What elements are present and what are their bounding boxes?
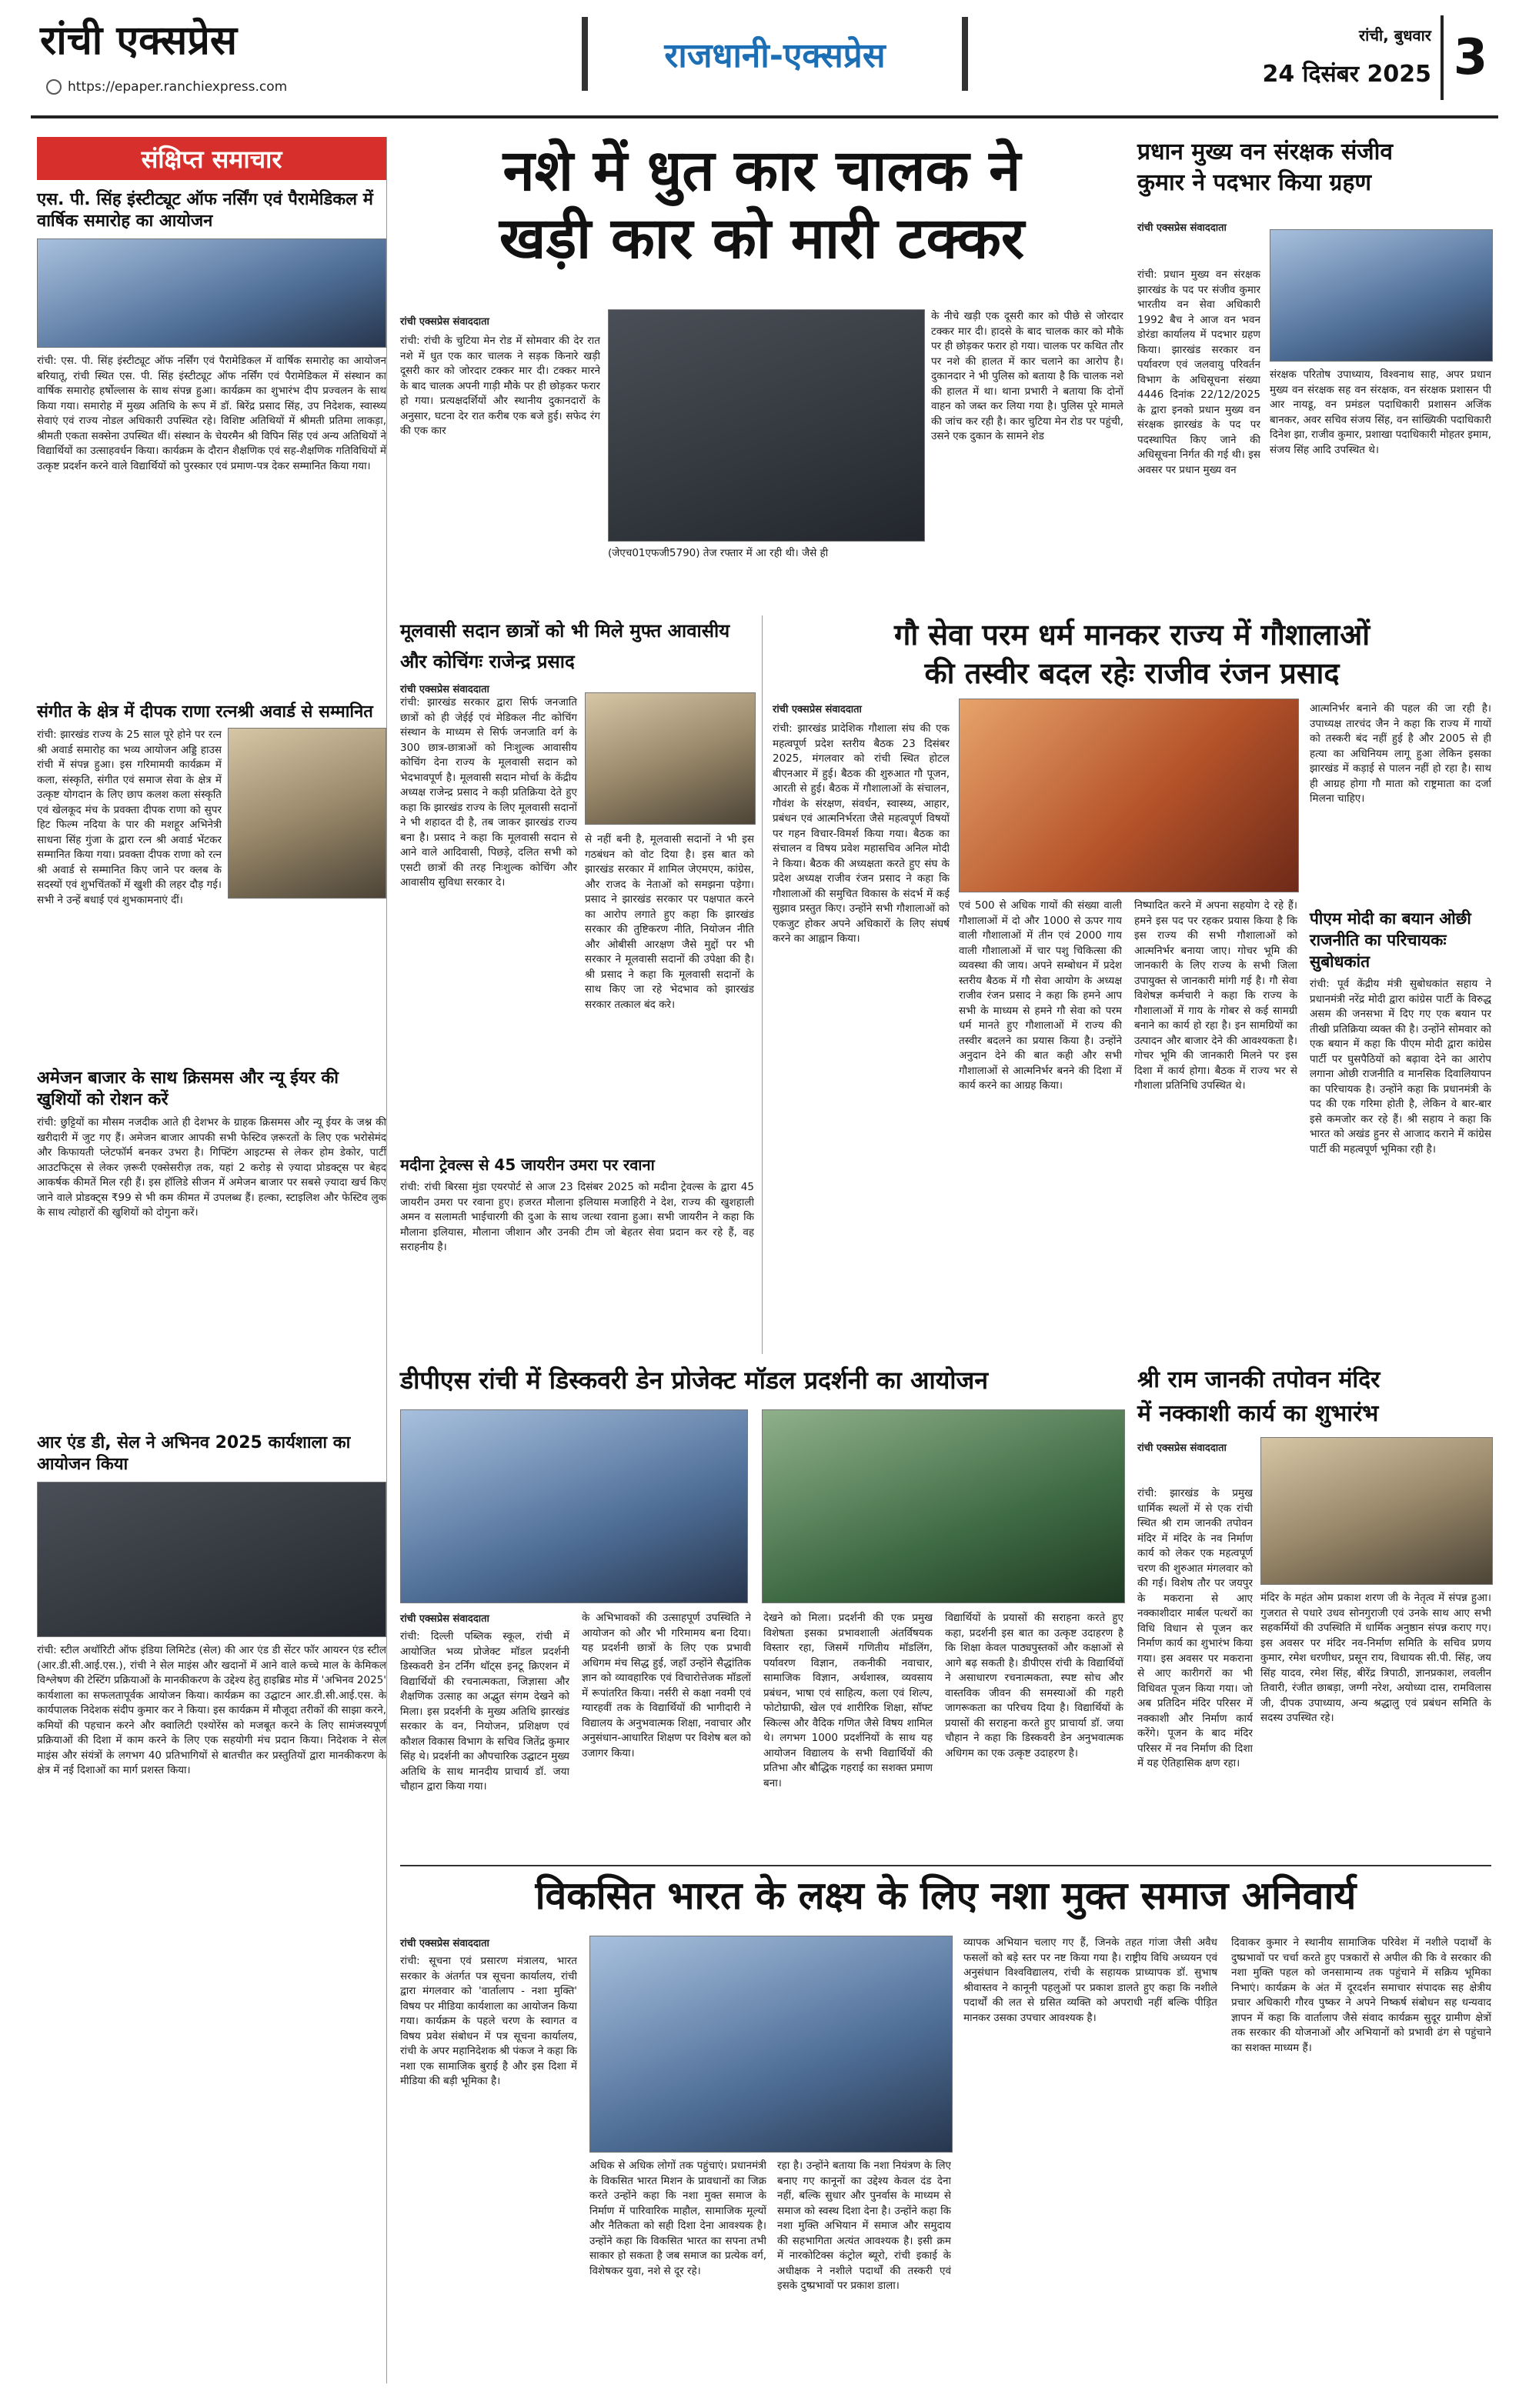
mulvasi-byline: रांची एक्सप्रेस संवाददाता	[400, 684, 489, 695]
temple-headline-2: में नक्काशी कार्य का शुभारंभ	[1137, 1400, 1379, 1427]
nasha-story	[400, 1865, 1491, 2397]
pm-headline: पीएम मोदी का बयान ओछी राजनीति का परिचायकः सुबोधकांत	[1310, 909, 1471, 971]
forest-photo	[1270, 229, 1493, 362]
brief-2-body: रांची: झारखंड राज्य के 25 साल पूरे होने पर रत्न श्री अवार्ड समारोह का भव्य आयोजन अड्डि हाउस रांची में संपन्न हुआ। इस गरिमामयी कार्यक्रम में कला, संस्कृति, संगीत एवं समाज सेवा के क्षेत्र में उत्कृष्ट योगदान के लिए छाप कलश कला संस्कृति एवं खेलकूद मंच के प्रवक्ता दीपक राणा को सुपर हिट फिल्म नदिया के पार की मशहूर अभिनेत्री साधना सिंह गुंजा के द्वारा रत्न श्री अवार्ड भेंटकर सम्मानित किया गया। प्रवक्ता दीपक राणा को रत्न श्री अवार्ड से सम्मानित किए जाने पर क्लब के सदस्यों एवं शुभचिंतकों में खुशी की लहर दौड़ गई। सभी ने उन्हें बधाई एवं शुभकामनाएं दीं।	[37, 729, 222, 906]
nasha-col2: अधिक से अधिक लोगों तक पहुंचाएं। प्रधानमंत्री के विकसित भारत मिशन के प्रावधानों का जिक्र करते उन्होंने कहा कि नशा मुक्त समाज के निर्माण में पारिवारिक माहौल, सामाजिक मूल्यों और नैतिकता को सही दिशा देना आवश्यक है। उन्होंने कहा कि विकसित भारत का सपना तभी साकार हो सकता है जब समाज का प्रत्येक वर्ग, विशेषकर युवा, नशे से दूर रहे।	[589, 2160, 766, 2277]
mulvasi-story	[400, 615, 763, 1354]
nasha-headline: विकसित भारत के लक्ष्य के लिए नशा मुक्त समाज अनिवार्य	[535, 1873, 1357, 1918]
dps-byline: रांची एक्सप्रेस संवाददाता	[400, 1613, 489, 1625]
gau-photo	[959, 699, 1299, 892]
brief-1-photo	[37, 238, 386, 348]
nasha-col5: दिवाकर कुमार ने स्थानीय सामाजिक परिवेश में नशीले पदार्थों के दुष्प्रभावों पर चर्चा करते हुए पत्रकारों से अपील की कि वे सरकार की नशा मुक्ति पहल को जनसामान्य तक पहुंचाने में सक्रिय भूमिका निभाएं। कार्यक्रम के अंत में दूरदर्शन समाचार संपादक सह क्षेत्रीय प्रचार अधिकारी गौरव पुष्कर ने अपने निष्कर्ष संबोधन सह धन्यवाद ज्ञापन में कहा कि वार्तालाप जैसे संवाद कार्यक्रम सुदूर ग्रामीण क्षेत्रों तक सरकार की योजनाओं और अभियानों को प्रभावी ढंग से पहुंचाने का सशक्त माध्यम हैं।	[1231, 1936, 1491, 2054]
dps-headline: डीपीएस रांची में डिस्कवरी डेन प्रोजेक्ट मॉडल प्रदर्शनी का आयोजन	[400, 1366, 989, 1395]
section-title: राजधानी-एक्सप्रेस	[664, 36, 886, 75]
brief-2-photo	[228, 728, 386, 899]
gau-byline: रांची एक्सप्रेस संवाददाता	[773, 704, 862, 715]
forest-byline: रांची एक्सप्रेस संवाददाता	[1137, 222, 1227, 234]
lead-col3: के नीचे खड़ी एक दूसरी कार को पीछे से जोरदार टक्कर मार दी। हादसे के बाद चालक कार को मौके पर ही छोड़कर फरार हो गया। चालक पर कथित तौर पर नशे की हालत में कार चलाने का आरोप है। दुकानदार ने भी पुलिस को बताया है कि चालक नशे की हालत में था। थाना प्रभारी ने बताया कि दोनों वाहन को जब्त कर लिया गया है। पुलिस पूरे मामले की जांच कर रही है। कार चुटिया मेन रोड पर पहुंची, उसने एक दुकान के सामने शेड	[931, 310, 1123, 442]
lead-photo-car-crash	[608, 309, 925, 542]
page-number: 3	[1441, 15, 1497, 100]
madina-body: रांची: रांची बिरसा मुंडा एयरपोर्ट से आज 23 दिसंबर 2025 को मदीना ट्रेवल्स के द्वारा 45 जायरीन उमरा पर रवाना हुए। हजरत मौलाना इलियास मजाहिरी ने देश, राज्य की खुशहाली अमन व सलामती भाईचारगी की दुआ के साथ जत्था रवाना हुआ। सभी जायरीन ने कहा कि मौलाना इलियास, मौलाना जीशान और उनकी टीम जो बेहतर सेवा प्रदान कर रहे हैं, वह सराहनीय है।	[400, 1181, 754, 1253]
forest-story	[1137, 137, 1491, 606]
temple-body-a: रांची: झारखंड के प्रमुख धार्मिक स्थलों में से एक रांची स्थित श्री राम जानकी तपोवन मंदिर में मंदिर के नव निर्माण कार्य को लेकर एक महत्वपूर्ण चरण की शुरुआत मंगलवार को की गई। विशेष तौर पर जयपुर के मकराना से आए नक्काशीदार मार्बल पत्थरों का विधि विधान से पूजन कर निर्माण कार्य का शुभारंभ किया गया। इस अवसर पर मकराना से आए कारीगरों का भी विधिवत पूजन किया गया। जो अब प्रतिदिन मंदिर परिसर में नक्काशी और निर्माण कार्य करेंगे। पूजन के बाद मंदिर परिसर में नव निर्माण की दिशा में यह ऐतिहासिक क्षण रहा।	[1137, 1487, 1253, 1769]
forest-body-a: रांची: प्रधान मुख्य वन संरक्षक झारखंड के पद पर संजीव कुमार भारतीय वन सेवा अधिकारी 1992 बैच ने आज वन भवन डोरंडा कार्यालय में पदभार ग्रहण किया। झारखंड सरकार वन पर्यावरण एवं जलवायु परिवर्तन विभाग के अधिसूचना संख्या 4446 दिनांक 22/12/2025 के द्वारा इनको प्रधान मुख्य वन संरक्षक झारखंड के पद पर पदस्थापित किए जाने की अधिसूचना निर्गत की गई थी। इस अवसर पर प्रधान मुख्य वन	[1137, 268, 1260, 476]
mulvasi-col2: से नहीं बनी है, मूलवासी सदानों ने भी इस गठबंधन को वोट दिया है। इस बात को झारखंड सरकार में शामिल जेएमएम, कांग्रेस, और राजद के नेताओं को समझना पड़ेगा। प्रसाद ने झारखंड सरकार पर पक्षपात करने का आरोप लगाते हुए कहा कि झारखंड सरकार की तुष्टिकरण नीति, नियोजन नीति और ओबीसी आरक्षण जैसे मुद्दों पर भी सरकार ने मूलवासी सदानों की उपेक्षा की है। श्री प्रसाद ने कहा कि मूलवासी सदानों के साथ किए जा रहे भेदभाव को झारखंड सरकार तत्काल बंद करे।	[585, 833, 754, 1011]
lead-headline-2: खड़ी कार को मारी टक्कर	[499, 205, 1025, 272]
brief-1-title: एस. पी. सिंह इंस्टीट्यूट ऑफ नर्सिंग एवं पैरामेडिकल में वार्षिक समारोह का आयोजन	[37, 190, 373, 231]
brief-3-body: रांची: छुट्टियों का मौसम नजदीक आते ही देशभर के ग्राहक क्रिसमस और न्यू ईयर के जश्न की खरीदारी में जुट गए हैं। अमेजन बाजार आपकी सभी फेस्टिव ज़रूरतों के लिए एक भरोसेमंद और किफायती प्लेटफॉर्म बनकर उभरा है। गिफ्टिंग आइटम्स से लेकर होम डेकोर, पार्टी आउटफिट्स से लेकर ज़रूरी एक्सेसरीज़ तक, यहां 2 करोड़ से ज़्यादा प्रोडक्ट्स पर बेहद आकर्षक कीमतें मिल रही हैं। इस हॉलिडे सीजन में अमेजन बाजार पर सबसे ज़्यादा खर्च किए जाने वाले प्रोडक्ट्स ₹99 से भी कम कीमत में उपलब्ध हैं। हल्का, स्टाइलिश और फेस्टिव लुक के साथ त्योहारों की खुशियों को दोगुना करें।	[37, 1116, 386, 1219]
nasha-photo	[589, 1936, 953, 2153]
issue-date: 24 दिसंबर 2025	[1262, 61, 1431, 88]
pm-body: रांची: पूर्व केंद्रीय मंत्री सुबोधकांत सहाय ने प्रधानमंत्री नरेंद्र मोदी द्वारा कांग्रेस पार्टी के विरुद्ध असम की जनसभा में दिए गए एक बयान पर तीखी प्रतिक्रिया व्यक्त की है। उन्होंने सोमवार को एक बयान में कहा कि पीएम मोदी द्वारा कांग्रेस पार्टी पर घुसपैठियों को बढ़ावा देने का आरोप लगाना ओछी राजनीति व मानसिक दिवालियापन का परिचायक है। उन्होंने कहा कि प्रधानमंत्री के पद की एक गरिमा होती है, लेकिन वे बार-बार इसे कमजोर कर रहे हैं। श्री सहाय ने कहा कि भारत को अखंड हुनर से आजाद कराने में कांग्रेस पार्टी की महत्वपूर्ण भूमिका रही है।	[1310, 978, 1491, 1156]
site-url[interactable]: https://epaper.ranchiexpress.com	[46, 77, 339, 97]
lead-photo-caption: (जेएच01एफजी5790) तेज रफ्तार में आ रही थी। जैसे ही	[608, 547, 829, 559]
section-banner	[582, 17, 968, 91]
gau-col3: निष्पादित करने में अपना सहयोग दे रहे हैं। हमने इस पद पर रहकर प्रयास किया है कि इस राज्य की सभी गौशालाओं को आत्मनिर्भर बनाया जाए। गोचर भूमि की जानकारी के लिए राज्य के सभी जिला उपायुक्त से जानकारी मांगी गई है। गौ सेवा विशेषज्ञ कर्मचारी ने कहा कि राज्य के गौशालाओं में गाय के गोबर से कई सामग्री बनाने का कार्य हो रहा है। इन सामग्रियों का उत्पादन और बाजार देने की आवश्यकता है। गोचर भूमि की जानकारी मिलने पर इस दिशा में कार्य होगा। बैठक में राज्य भर से गौशाला प्रतिनिधि उपस्थित थे।	[1134, 899, 1297, 1092]
dps-photo-2	[762, 1409, 1125, 1603]
dps-col4: विद्यार्थियों के प्रयासों की सराहना करते हुए कहा, प्रदर्शनी इस बात का उत्कृष्ट उदाहरण है कि शिक्षा केवल पाठ्यपुस्तकों और कक्षाओं से आगे बढ़ सकती है। डीपीएस रांची के विद्यार्थियों ने असाधारण रचनात्मकता, स्पष्ट सोच और वास्तविक जीवन की समस्याओं की गहरी जागरूकता का परिचय दिया है। विद्यार्थियों के प्रयासों की सराहना करते हुए प्राचार्या डॉ. जया चौहान ने कहा कि डिस्कवरी डेन अनुभवात्मक अधिगम का एक उत्कृष्ट उदाहरण है।	[945, 1612, 1123, 1759]
nasha-col4: व्यापक अभियान चलाए गए हैं, जिनके तहत गांजा जैसी अवैध फसलों को बड़े स्तर पर नष्ट किया गया है। राष्ट्रीय विधि अध्ययन एवं अनुसंधान विश्वविद्यालय, रांची के सहायक प्राध्यापक डॉ. सुभाष श्रीवास्तव ने कानूनी पहलुओं पर प्रकाश डालते हुए कहा कि नशीले पदार्थों की लत से ग्रसित व्यक्ति को अपराधी नहीं बल्कि पीड़ित मानकर उसका उपचार आवश्यक है।	[963, 1936, 1217, 2024]
brand-logo	[40, 17, 317, 68]
lead-col1: रांची: रांची के चुटिया मेन रोड में सोमवार की देर रात नशे में धुत एक कार चालक ने सड़क किनारे खड़ी दूसरी कार को जोरदार टक्कर मार दी। टक्कर मारने के बाद चालक अपनी गाड़ी मौके पर ही छोड़कर फरार हो गया। प्रत्यक्षदर्शियों और स्थानीय दुकानदारों के अनुसार, घटना देर रात करीब एक बजे हुई। सफेद रंग की एक कार	[400, 335, 600, 437]
globe-icon	[46, 79, 62, 95]
dps-story	[400, 1363, 1123, 1856]
gau-col2: एवं 500 से अधिक गायों की संख्या वाली गौशालाओं में दो और 1000 से ऊपर गाय वाली गौशालाओं में तीन एवं 2000 गाय वाली गौशालाओं में चार पशु चिकित्सा की व्यवस्था की जाय। अपने सम्बोधन में प्रदेश स्तरीय बैठक में गौ सेवा आयोग के अध्यक्ष राजीव रंजन प्रसाद ने कहा कि हमने आप सभी के माध्यम से हमने गौ सेवा को परम धर्म मानते हुए गौशालाओं में राज्य की तस्वीर बदलने का प्रयास किया है। उन्होंने अनुदान देने की बात कही और सभी गौशालाओं से आत्मनिर्भर बनने की दिशा में कार्य करने का आग्रह किया।	[959, 899, 1122, 1092]
temple-body-b: मंदिर के महंत ओम प्रकाश शरण जी के नेतृत्व में संपन्न हुआ। गुजरात से पधारे उधव सोनगुराजी एवं उनके साथ आए सभी सहकर्मियों की उपस्थिति में धार्मिक अनुष्ठान संपन्न कराए गए। इस अवसर पर मंदिर नव-निर्माण समिति के सचिव प्रणय कुमार, रमेश धरणीधर, प्रसून राय, विधायक सी.पी. सिंह, जय सिंह यादव, रमेश सिंह, बीरेंद्र त्रिपाठी, ज्ञानप्रकाश, लवलीन तिवारी, रंजीत छाबड़ा, जग्गी नरेश, अयोध्या दास, रामविलास जी, दीपक उपाध्याय, अन्य श्रद्धालु एवं प्रबंधन समिति के सदस्य उपस्थित रहे।	[1260, 1592, 1491, 1724]
temple-photo	[1260, 1437, 1493, 1585]
forest-headline-2: कुमार ने पदभार किया ग्रहण	[1137, 169, 1372, 196]
gau-story	[773, 615, 1491, 1354]
dps-col1: रांची: दिल्ली पब्लिक स्कूल, रांची में आयोजित भव्य प्रोजेक्ट मॉडल प्रदर्शनी डिस्कवरी डेन टर्निंग थॉट्स इनटू क्रिएशन में विद्यार्थियों की रचनात्मकता, जिज्ञासा और शैक्षणिक उत्साह का अद्भुत संगम देखने को मिला। इस प्रदर्शनी के मुख्य अतिथि झारखंड सरकार के वन, नियोजन, प्रशिक्षण एवं कौशल विकास विभाग के सचिव जितेंद्र कुमार सिंह थे। प्रदर्शनी का औपचारिक उद्घाटन मुख्य अतिथि के साथ मानदीय प्राचार्य डॉ. जया चौहान द्वारा किया गया।	[400, 1630, 569, 1793]
gau-headline-2: की तस्वीर बदल रहेः राजीव रंजन प्रसाद	[924, 656, 1340, 690]
city-day: रांची, बुधवार	[1358, 26, 1431, 45]
pm-story	[1310, 908, 1491, 1316]
dps-col3: देखने को मिला। प्रदर्शनी की एक प्रमुख विशेषता इसका प्रभावशाली अंतर्विषयक विस्तार रहा, जिसमें गणितीय मॉडलिंग, पर्यावरण विज्ञान, तकनीकी नवाचार, सामाजिक विज्ञान, अर्थशास्त्र, व्यवसाय प्रबंधन, भाषा एवं साहित्य, कला एवं शिल्प, फोटोग्राफी, खेल एवं शारीरिक शिक्षा, सॉफ्ट स्किल्स और वैदिक गणित जैसे विषय शामिल थे। लगभग 1000 प्रदर्शनियों के साथ यह आयोजन विद्यालय के सभी विद्यार्थियों की प्रतिभा और बौद्धिक गहराई का सशक्त प्रमाण बना।	[763, 1612, 933, 1789]
lead-byline: रांची एक्सप्रेस संवाददाता	[400, 316, 489, 328]
temple-headline-1: श्री राम जानकी तपोवन मंदिर	[1137, 1366, 1380, 1393]
mulvasi-headline: मूलवासी सदान छात्रों को भी मिले मुफ्त आवासीय और कोचिंगः राजेन्द्र प्रसाद	[400, 620, 730, 672]
masthead-rule	[31, 115, 1498, 118]
brief-4-body: रांची: स्टील अथॉरिटी ऑफ इंडिया लिमिटेड (सेल) की आर एंड डी सेंटर फॉर आयरन एंड स्टील (आर.डी.सी.आई.एस.), रांची ने सेल माइंस और खदानों में आने वाले कच्चे माल के केमिकल विश्लेषण की टेस्टिंग प्रक्रियाओं के मानकीकरण के उद्देश्य हेतु हाइब्रिड मोड में 'अभिनव 2025' कार्यशाला का सफलतापूर्वक आयोजन किया। कार्यक्रम का उद्घाटन आर.डी.सी.आई.एस. के कार्यपालक निदेशक संदीप कुमार कर ने किया। इस कार्यक्रम में मौजूदा तरीकों की साझा करने, कमियों की पहचान करने और क्वालिटी एश्योरेंस को मजबूत करने के लिए सामंजस्यपूर्ण प्रक्रियाओं की दिशा में काम करने के लिए एक सहयोगी मंच प्रदान किया। निदेशक ने सेल माइंस और संयंत्रों के लगभग 40 प्रतिभागियों से बातचीत कर प्रस्तुतियों द्वारा मानकीकरण के क्षेत्र में नई दिशाओं का मार्ग प्रशस्त किया।	[37, 1644, 386, 1776]
madina-title: मदीना ट्रेवल्स से 45 जायरीन उमरा पर रवाना	[400, 1156, 655, 1174]
brand-name: रांची एक्सप्रेस	[40, 17, 238, 64]
forest-headline-1: प्रधान मुख्य वन संरक्षक संजीव	[1137, 138, 1394, 165]
lead-headline-1: नशे में धुत कार चालक ने	[502, 138, 1021, 204]
dps-photo-1	[400, 1409, 748, 1603]
mulvasi-photo	[585, 692, 756, 825]
masthead	[0, 0, 1529, 123]
brief-4-photo	[37, 1482, 386, 1637]
lead-story	[400, 137, 1123, 606]
gau-col1: रांची: झारखंड प्रादेशिक गौशाला संघ की एक महत्वपूर्ण प्रदेश स्तरीय बैठक 23 दिसंबर 2025, मंगलवार को रांची स्थित होटल बीएनआर में हुई। बैठक की शुरुआत गौ पूजन, आरती से हुई। बैठक में गौशालाओं के संचालन, गौवंश के संरक्षण, संवर्धन, स्वास्थ्य, आहार, प्रबंधन एवं आत्मनिर्भरता जैसे महत्वपूर्ण विषयों पर गहन विचार-विमर्श किया गया। बैठक का संचालन व विषय प्रवेश महासचिव अनिल मोदी ने किया। बैठक की अध्यक्षता करते हुए संघ के प्रदेश अध्यक्ष राजीव रंजन प्रसाद ने कहा कि गौशालाओं की समुचित विकास के संदर्भ में कई सुझाव प्रस्तुत किए। उन्होंने सभी गौशालाओं को एकजुट होकर अपने अधिकारों के लिए संघर्ष करने का आह्वान किया।	[773, 722, 950, 945]
temple-story	[1137, 1363, 1491, 1856]
nasha-col1: रांची: सूचना एवं प्रसारण मंत्रालय, भारत सरकार के अंतर्गत पत्र सूचना कार्यालय, रांची द्वारा मंगलवार को 'वार्तालाप - नशा मुक्ति' विषय पर मीडिया कार्यशाला का आयोजन किया गया। कार्यक्रम के पहले चरण के स्वागत व विषय प्रवेश संबोधन में पत्र सूचना कार्यालय, रांची के अपर महानिदेशक श्री पंकज ने कहा कि नशा एक सामाजिक बुराई है और इस दिशा में मीडिया की बड़ी भूमिका है।	[400, 1955, 577, 2087]
brief-1-body: रांची: एस. पी. सिंह इंस्टीट्यूट ऑफ नर्सिंग एवं पैरामेडिकल में वार्षिक समारोह का आयोजन बरियातू, रांची स्थित एस. पी. सिंह इंस्टीट्यूट ऑफ नर्सिंग एवं पैरामेडिकल में संस्थान का वार्षिक समारोह हर्षोल्लास के साथ संपन्न हुआ। कार्यक्रम का शुभारंभ दीप प्रज्वलन के साथ किया गया। समारोह में मुख्य अतिथि के रूप में डॉ. बिरेंद्र प्रसाद सिंह, उप निदेशक, स्वास्थ्य सेवाएं एवं राज्य नोडल अधिकारी उपस्थित रहे। विशिष्ट अतिथियों में श्रीमती प्रतिमा लाकड़ा, श्रीमती एकता सक्सेना उपस्थित थीं। संस्थान के चेयरमैन श्री विपिन सिंह एवं अन्य अतिथियों ने विद्यार्थियों का उत्साहवर्धन किया। कार्यक्रम के दौरान शैक्षणिक एवं सह-शैक्षणिक गतिविधियों में उत्कृष्ट प्रदर्शन करने वाले विद्यार्थियों को पुरस्कार एवं प्रमाण-पत्र देकर सम्मानित किया गया।	[37, 355, 386, 472]
brief-4-title: आर एंड डी, सेल ने अभिनव 2025 कार्यशाला का आयोजन किया	[37, 1433, 351, 1474]
briefs-column	[37, 137, 387, 2383]
nasha-byline: रांची एक्सप्रेस संवाददाता	[400, 1938, 489, 1949]
temple-byline: रांची एक्सप्रेस संवाददाता	[1137, 1442, 1227, 1454]
gau-headline-1: गौ सेवा परम धर्म मानकर राज्य में गौशालाओं	[893, 618, 1370, 652]
brief-2-title: संगीत के क्षेत्र में दीपक राणा रत्नश्री अवार्ड से सम्मानित	[37, 702, 373, 722]
nasha-col3: रहा है। उन्होंने बताया कि नशा नियंत्रण के लिए बनाए गए कानूनों का उद्देश्य केवल दंड देना नहीं, बल्कि सुधार और पुनर्वास के माध्यम से समाज को स्वस्थ दिशा देना है। उन्होंने कहा कि नशा मुक्ति अभियान में समाज और समुदाय की सहभागिता अत्यंत आवश्यक है। इसी क्रम में नारकोटिक्स कंट्रोल ब्यूरो, रांची इकाई के अधीक्षक ने नशीले पदार्थों की तस्करी एवं इसके दुष्प्रभावों पर प्रकाश डाला।	[777, 2160, 951, 2292]
gau-col4: आत्मनिर्भर बनाने की पहल की जा रही है। उपाध्यक्ष तारचंद जैन ने कहा कि राज्य में गायों को तस्करी बंद नहीं हुई है और 2005 से ही हत्या का अधिनियम लागू हुआ लेकिन इसका झारखंड में कड़ाई से पालन नहीं हो रहा है। साथ ही आग्रह होगा गौ माता को राष्ट्रमाता का दर्जा मिलना चाहिए।	[1310, 702, 1491, 805]
briefs-banner: संक्षिप्त समाचार	[37, 137, 386, 180]
forest-body-b: संरक्षक परितोष उपाध्याय, विश्वनाथ साह, अपर प्रधान मुख्य वन संरक्षक सह वन संरक्षक, वन संरक्षक प्रशासन पी आर नायडू, वन प्रमंडल पदाधिकारी प्रशासन अजिंक बानकर, अवर सचिव संजय सिंह, वन सांख्यिकी पदाधिकारी दिनेश झा, राजीव कुमार, प्रशाखा पदाधिकारी मोहतर इमाम, संजय सिंह आदि उपस्थित थे।	[1270, 369, 1491, 456]
dps-col2: के अभिभावकों की उत्साहपूर्ण उपस्थिति ने आयोजन को और भी गरिमामय बना दिया। यह प्रदर्शनी छात्रों के लिए एक प्रभावी अधिगम मंच सिद्ध हुई, जहाँ उन्होंने सैद्धांतिक ज्ञान को व्यावहारिक एवं विचारोत्तेजक मॉडलों में रूपांतरित किया। नर्सरी से कक्षा नवमी एवं ग्यारहवीं तक के विद्यार्थियों की भागीदारी ने विद्यालय के अनुभवात्मक शिक्षा, नवाचार और अनुसंधान-आधारित शिक्षण पर विशेष बल को उजागर किया।	[582, 1612, 751, 1759]
brief-3-title: अमेजन बाजार के साथ क्रिसमस और न्यू ईयर की खुशियों को रोशन करें	[37, 1069, 339, 1109]
mulvasi-col1: रांची: झारखंड सरकार द्वारा सिर्फ जनजाति छात्रों को ही जेईई एवं मेडिकल नीट कोचिंग संस्थान के माध्यम से सिर्फ जनजाति वर्ग के 300 छात्र-छात्राओं को निःशुल्क आवासीय कोचिंग देना राज्य के मूलवासी सदान को भेदभावपूर्ण है। मूलवासी सदान मोर्चा के केंद्रीय अध्यक्ष राजेन्द्र प्रसाद ने कड़ी प्रतिक्रिया देते हुए कहा कि झारखंड राज्य के लिए मूलवासी सदानों ने भी शहादत दी है, तब जाकर झारखंड राज्य बना है। प्रसाद ने कहा कि मूलवासी सदान से आने वाले आदिवासी, पिछड़े, दलित सभी को एसटी छात्रों की तरह निःशुल्क कोचिंग और आवासीय सुविधा सरकार दे।	[400, 696, 577, 889]
